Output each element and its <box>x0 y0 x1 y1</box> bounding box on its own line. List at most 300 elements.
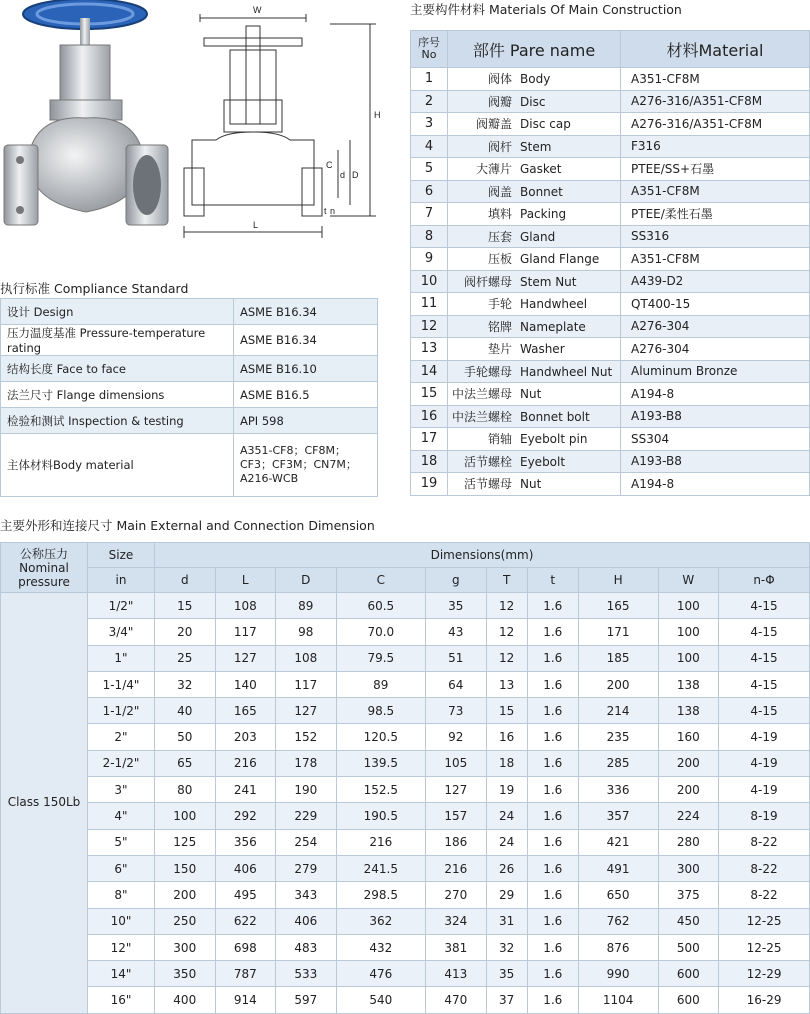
drawing-label-d-upper: D <box>352 170 359 180</box>
dimension-cell: 125 <box>155 829 216 855</box>
compliance-key: 检验和测试 Inspection & testing <box>1 408 234 434</box>
dimension-cell: 117 <box>276 671 337 697</box>
material-part-cn: 手轮 <box>487 297 512 312</box>
dimension-cell: 1.6 <box>527 777 578 803</box>
dimension-cell: 324 <box>426 908 487 934</box>
table-row <box>411 225 810 248</box>
dimension-cell: 470 <box>426 987 487 1013</box>
material-value: SS316 <box>621 225 810 248</box>
table-row <box>411 135 810 158</box>
dimension-cell: 37 <box>486 987 527 1013</box>
dimension-cell: 105 <box>426 750 487 776</box>
dimension-cell: 127 <box>215 645 276 671</box>
dimension-cell: 4-19 <box>719 750 810 776</box>
table-row <box>1 408 378 434</box>
dimension-cell: 35 <box>486 961 527 987</box>
material-part <box>448 225 621 248</box>
material-part-en: Washer <box>520 342 565 357</box>
dimension-cell: 200 <box>658 777 719 803</box>
material-part-en: Nut <box>520 387 542 402</box>
table-row <box>411 180 810 203</box>
size-cell: 16" <box>88 987 155 1013</box>
material-part <box>448 360 621 383</box>
dimension-cell: 650 <box>578 882 658 908</box>
table-row <box>1 777 810 803</box>
dimension-cell: 139.5 <box>336 750 426 776</box>
material-value: Aluminum Bronze <box>621 360 810 383</box>
dimension-cell: 483 <box>276 934 337 960</box>
material-part-en: Bonnet bolt <box>520 409 590 424</box>
dimension-cell: 165 <box>215 698 276 724</box>
dimension-cell: 285 <box>578 750 658 776</box>
material-part-cn: 中法兰螺母 <box>451 387 512 402</box>
dimension-cell: 120.5 <box>336 724 426 750</box>
dimension-cell: 914 <box>215 987 276 1013</box>
dimension-cell: 1.6 <box>527 934 578 960</box>
dimension-cell: 127 <box>426 777 487 803</box>
dimension-cell: 24 <box>486 829 527 855</box>
header-col: L <box>215 568 276 593</box>
material-value: A194-8 <box>621 383 810 406</box>
header-part: 部件 Pare name <box>448 31 621 68</box>
dimension-cell: 1.6 <box>527 724 578 750</box>
dimension-cell: 108 <box>276 645 337 671</box>
dimension-cell: 12 <box>486 645 527 671</box>
table-row <box>1 593 810 619</box>
material-part <box>448 158 621 181</box>
table-row <box>411 68 810 91</box>
materials-title: 主要构件材料 Materials Of Main Construction <box>410 2 682 17</box>
dimension-cell: 31 <box>486 908 527 934</box>
dimension-cell: 12-25 <box>719 934 810 960</box>
dimension-cell: 1.6 <box>527 908 578 934</box>
dimension-cell: 40 <box>155 698 216 724</box>
material-part-cn: 阀杆 <box>487 139 512 154</box>
material-no: 12 <box>411 315 448 338</box>
size-cell: 14" <box>88 961 155 987</box>
dimension-cell: 4-15 <box>719 593 810 619</box>
material-no: 5 <box>411 158 448 181</box>
material-part-en: Eyebolt <box>520 454 566 469</box>
table-header <box>411 31 810 68</box>
material-no: 6 <box>411 180 448 203</box>
dimension-cell: 533 <box>276 961 337 987</box>
material-part-cn: 阀盖 <box>487 184 512 199</box>
dimension-cell: 80 <box>155 777 216 803</box>
dimension-cell: 224 <box>658 803 719 829</box>
dimension-cell: 20 <box>155 619 216 645</box>
material-part-cn: 阀体 <box>487 72 512 87</box>
material-part-cn: 手轮螺母 <box>463 364 512 379</box>
table-row <box>1 356 378 382</box>
dimension-cell: 89 <box>336 671 426 697</box>
dimension-cell: 152.5 <box>336 777 426 803</box>
material-part <box>448 270 621 293</box>
material-value: A439-D2 <box>621 270 810 293</box>
dimension-cell: 73 <box>426 698 487 724</box>
header-dimensions: Dimensions(mm) <box>155 543 810 568</box>
dimension-cell: 4-15 <box>719 645 810 671</box>
material-value: A276-304 <box>621 315 810 338</box>
dimension-cell: 600 <box>658 961 719 987</box>
dimension-cell: 500 <box>658 934 719 960</box>
dimension-cell: 32 <box>155 671 216 697</box>
dimension-cell: 64 <box>426 671 487 697</box>
material-no: 4 <box>411 135 448 158</box>
dimension-cell: 292 <box>215 803 276 829</box>
dimension-cell: 16-29 <box>719 987 810 1013</box>
dimension-cell: 117 <box>215 619 276 645</box>
table-row <box>1 934 810 960</box>
material-part-en: Packing <box>520 207 567 222</box>
dimension-cell: 1.6 <box>527 750 578 776</box>
material-value: F316 <box>621 135 810 158</box>
dimension-cell: 762 <box>578 908 658 934</box>
dimension-cell: 70.0 <box>336 619 426 645</box>
material-part-en: Bonnet <box>520 184 563 199</box>
dimension-cell: 150 <box>155 855 216 881</box>
table-row <box>1 645 810 671</box>
table-row <box>411 383 810 406</box>
table-row <box>1 671 810 697</box>
dimensions-table <box>0 542 810 1014</box>
dimension-cell: 1104 <box>578 987 658 1013</box>
header-material: 材料Material <box>621 31 810 68</box>
table-row <box>411 473 810 496</box>
table-row <box>1 434 378 497</box>
table-row <box>411 90 810 113</box>
header-pressure: 公称压力 Nominal pressure <box>1 543 88 593</box>
size-cell: 5" <box>88 829 155 855</box>
dimension-cell: 600 <box>658 987 719 1013</box>
size-cell: 4" <box>88 803 155 829</box>
dimension-cell: 200 <box>578 671 658 697</box>
dimension-cell: 178 <box>276 750 337 776</box>
compliance-value: API 598 <box>234 408 378 434</box>
table-row <box>411 428 810 451</box>
dimension-cell: 165 <box>578 593 658 619</box>
dimension-cell: 92 <box>426 724 487 750</box>
dimension-cell: 29 <box>486 882 527 908</box>
dimension-cell: 12 <box>486 619 527 645</box>
material-part <box>448 428 621 451</box>
material-part-en: Body <box>520 72 551 87</box>
dimension-cell: 4-19 <box>719 777 810 803</box>
compliance-key: 法兰尺寸 Flange dimensions <box>1 382 234 408</box>
material-no: 9 <box>411 248 448 271</box>
material-part-cn: 阀杆螺母 <box>463 274 512 289</box>
dimension-cell: 8-22 <box>719 855 810 881</box>
compliance-title: 执行标准 Compliance Standard <box>0 281 189 296</box>
dimension-cell: 216 <box>336 829 426 855</box>
material-no: 3 <box>411 113 448 136</box>
material-no: 18 <box>411 450 448 473</box>
dimension-cell: 65 <box>155 750 216 776</box>
dimension-cell: 698 <box>215 934 276 960</box>
material-part-cn: 阀瓣 <box>487 94 512 109</box>
dimension-cell: 15 <box>155 593 216 619</box>
class-label: Class 150Lb <box>1 593 88 1014</box>
material-part <box>448 450 621 473</box>
size-cell: 1-1/4" <box>88 671 155 697</box>
dimension-cell: 280 <box>658 829 719 855</box>
table-row <box>1 987 810 1013</box>
drawing-label-w: W <box>253 5 262 15</box>
size-cell: 12" <box>88 934 155 960</box>
dimension-cell: 406 <box>276 908 337 934</box>
material-value: A276-316/A351-CF8M <box>621 113 810 136</box>
table-row <box>411 113 810 136</box>
material-part <box>448 315 621 338</box>
dimension-cell: 1.6 <box>527 829 578 855</box>
material-part-cn: 销轴 <box>487 432 512 447</box>
dimension-cell: 876 <box>578 934 658 960</box>
dimension-cell: 19 <box>486 777 527 803</box>
material-no: 16 <box>411 405 448 428</box>
size-cell: 1/2" <box>88 593 155 619</box>
material-value: A194-8 <box>621 473 810 496</box>
drawing-label-l: L <box>253 220 259 230</box>
dimension-cell: 250 <box>155 908 216 934</box>
dimension-cell: 12 <box>486 593 527 619</box>
dimension-cell: 190 <box>276 777 337 803</box>
header-col: t <box>527 568 578 593</box>
size-cell: 2-1/2" <box>88 750 155 776</box>
dimension-cell: 298.5 <box>336 882 426 908</box>
dimension-cell: 35 <box>426 593 487 619</box>
table-row <box>411 450 810 473</box>
header-size: Size <box>88 543 155 568</box>
header-col: W <box>658 568 719 593</box>
dimension-cell: 100 <box>658 645 719 671</box>
material-part <box>448 383 621 406</box>
dimension-cell: 12-29 <box>719 961 810 987</box>
dimension-cell: 108 <box>215 593 276 619</box>
dimension-cell: 300 <box>155 934 216 960</box>
dimension-cell: 4-19 <box>719 724 810 750</box>
size-cell: 1-1/2" <box>88 698 155 724</box>
material-no: 13 <box>411 338 448 361</box>
table-row <box>1 750 810 776</box>
material-part <box>448 180 621 203</box>
dimension-cell: 138 <box>658 671 719 697</box>
material-part-en: Gland <box>520 229 556 244</box>
dimension-cell: 186 <box>426 829 487 855</box>
material-value: A351-CF8M <box>621 248 810 271</box>
header-col: T <box>486 568 527 593</box>
material-part <box>448 338 621 361</box>
material-part <box>448 203 621 226</box>
drawing-label-n: n <box>330 206 336 216</box>
dimension-cell: 4-15 <box>719 698 810 724</box>
size-cell: 2" <box>88 724 155 750</box>
material-part <box>448 113 621 136</box>
dimension-cell: 98 <box>276 619 337 645</box>
material-no: 17 <box>411 428 448 451</box>
material-part <box>448 248 621 271</box>
dimension-cell: 540 <box>336 987 426 1013</box>
dimension-cell: 336 <box>578 777 658 803</box>
size-cell: 10" <box>88 908 155 934</box>
dimension-cell: 1.6 <box>527 855 578 881</box>
dimension-cell: 214 <box>578 698 658 724</box>
table-row <box>1 325 378 356</box>
material-value: A276-304 <box>621 338 810 361</box>
dimension-cell: 51 <box>426 645 487 671</box>
dimension-cell: 1.6 <box>527 961 578 987</box>
dimension-cell: 79.5 <box>336 645 426 671</box>
dimension-cell: 50 <box>155 724 216 750</box>
dimension-cell: 18 <box>486 750 527 776</box>
compliance-value: ASME B16.34 <box>234 299 378 325</box>
material-part <box>448 90 621 113</box>
table-row <box>411 315 810 338</box>
compliance-table <box>0 298 378 497</box>
compliance-value: ASME B16.5 <box>234 382 378 408</box>
dimension-cell: 200 <box>155 882 216 908</box>
dimension-cell: 622 <box>215 908 276 934</box>
dimension-cell: 32 <box>486 934 527 960</box>
material-part-cn: 阀瓣盖 <box>475 117 512 132</box>
header-col: d <box>155 568 216 593</box>
size-cell: 6" <box>88 855 155 881</box>
dimension-cell: 235 <box>578 724 658 750</box>
table-row <box>1 855 810 881</box>
dimension-cell: 203 <box>215 724 276 750</box>
dimension-cell: 8-22 <box>719 882 810 908</box>
compliance-key: 设计 Design <box>1 299 234 325</box>
material-part <box>448 68 621 91</box>
material-part <box>448 473 621 496</box>
material-part-en: Gland Flange <box>520 252 600 267</box>
dimension-cell: 362 <box>336 908 426 934</box>
table-header <box>1 543 810 568</box>
dimension-cell: 1.6 <box>527 987 578 1013</box>
header-col: g <box>426 568 487 593</box>
table-row <box>1 908 810 934</box>
dimension-cell: 13 <box>486 671 527 697</box>
dimension-cell: 381 <box>426 934 487 960</box>
dimension-cell: 100 <box>155 803 216 829</box>
table-row <box>411 293 810 316</box>
material-part-cn: 活节螺栓 <box>463 454 512 469</box>
dimension-cell: 476 <box>336 961 426 987</box>
header-no: 序号 No <box>411 31 448 68</box>
material-value: A351-CF8M <box>621 180 810 203</box>
dimension-cell: 160 <box>658 724 719 750</box>
material-value: A276-316/A351-CF8M <box>621 90 810 113</box>
dimension-cell: 241 <box>215 777 276 803</box>
material-no: 2 <box>411 90 448 113</box>
materials-table <box>410 30 810 496</box>
dimension-cell: 406 <box>215 855 276 881</box>
table-row <box>1 961 810 987</box>
dimension-cell: 200 <box>658 750 719 776</box>
table-row <box>1 299 378 325</box>
header-col: C <box>336 568 426 593</box>
dimension-cell: 1.6 <box>527 593 578 619</box>
dimension-cell: 216 <box>426 855 487 881</box>
material-no: 10 <box>411 270 448 293</box>
material-no: 11 <box>411 293 448 316</box>
dimension-cell: 1.6 <box>527 645 578 671</box>
header-col: n-Φ <box>719 568 810 593</box>
compliance-value: A351-CF8；CF8M；CF3；CF3M；CN7M；A216-WCB <box>234 434 378 497</box>
dimension-cell: 229 <box>276 803 337 829</box>
dimension-cell: 270 <box>426 882 487 908</box>
table-row <box>1 803 810 829</box>
table-row <box>411 360 810 383</box>
dimension-cell: 157 <box>426 803 487 829</box>
dimension-cell: 597 <box>276 987 337 1013</box>
material-part-cn: 活节螺母 <box>463 477 512 492</box>
compliance-value: ASME B16.10 <box>234 356 378 382</box>
table-row <box>411 203 810 226</box>
size-cell: 3/4" <box>88 619 155 645</box>
size-cell: 3" <box>88 777 155 803</box>
material-value: SS304 <box>621 428 810 451</box>
drawing-label-t: t <box>324 206 327 216</box>
dimensions-title: 主要外形和连接尺寸 Main External and Connection Dimension <box>0 518 375 533</box>
dimension-cell: 98.5 <box>336 698 426 724</box>
material-no: 7 <box>411 203 448 226</box>
dimension-cell: 138 <box>658 698 719 724</box>
material-part-en: Gasket <box>520 162 562 177</box>
material-part-en: Nameplate <box>520 319 586 334</box>
table-row <box>411 248 810 271</box>
dimension-cell: 1.6 <box>527 882 578 908</box>
dimension-cell: 16 <box>486 724 527 750</box>
dimension-cell: 1.6 <box>527 803 578 829</box>
header-size-unit: in <box>88 568 155 593</box>
dimension-cell: 4-15 <box>719 619 810 645</box>
dimension-cell: 25 <box>155 645 216 671</box>
table-row <box>1 724 810 750</box>
material-part-cn: 压板 <box>487 252 512 267</box>
table-row <box>1 698 810 724</box>
material-part-en: Eyebolt pin <box>520 432 588 447</box>
material-part <box>448 405 621 428</box>
material-part-en: Nut <box>520 477 542 492</box>
material-part-en: Stem <box>520 139 552 154</box>
dimension-cell: 450 <box>658 908 719 934</box>
table-header <box>1 568 810 593</box>
dimension-cell: 300 <box>658 855 719 881</box>
dimension-cell: 89 <box>276 593 337 619</box>
dimension-cell: 357 <box>578 803 658 829</box>
material-part-cn: 铭牌 <box>487 319 512 334</box>
valve-photo <box>0 0 178 245</box>
table-row <box>1 382 378 408</box>
dimension-cell: 356 <box>215 829 276 855</box>
dimension-cell: 24 <box>486 803 527 829</box>
material-part-cn: 填料 <box>487 207 512 222</box>
material-value: PTEE/SS+石墨 <box>621 158 810 181</box>
header-col: H <box>578 568 658 593</box>
dimension-cell: 127 <box>276 698 337 724</box>
dimension-cell: 343 <box>276 882 337 908</box>
dimension-cell: 241.5 <box>336 855 426 881</box>
material-value: PTEE/柔性石墨 <box>621 203 810 226</box>
dimension-cell: 375 <box>658 882 719 908</box>
dimension-cell: 350 <box>155 961 216 987</box>
dimension-cell: 400 <box>155 987 216 1013</box>
size-cell: 1" <box>88 645 155 671</box>
material-part-en: Disc cap <box>520 117 571 132</box>
table-row <box>1 829 810 855</box>
dimension-cell: 216 <box>215 750 276 776</box>
material-no: 15 <box>411 383 448 406</box>
